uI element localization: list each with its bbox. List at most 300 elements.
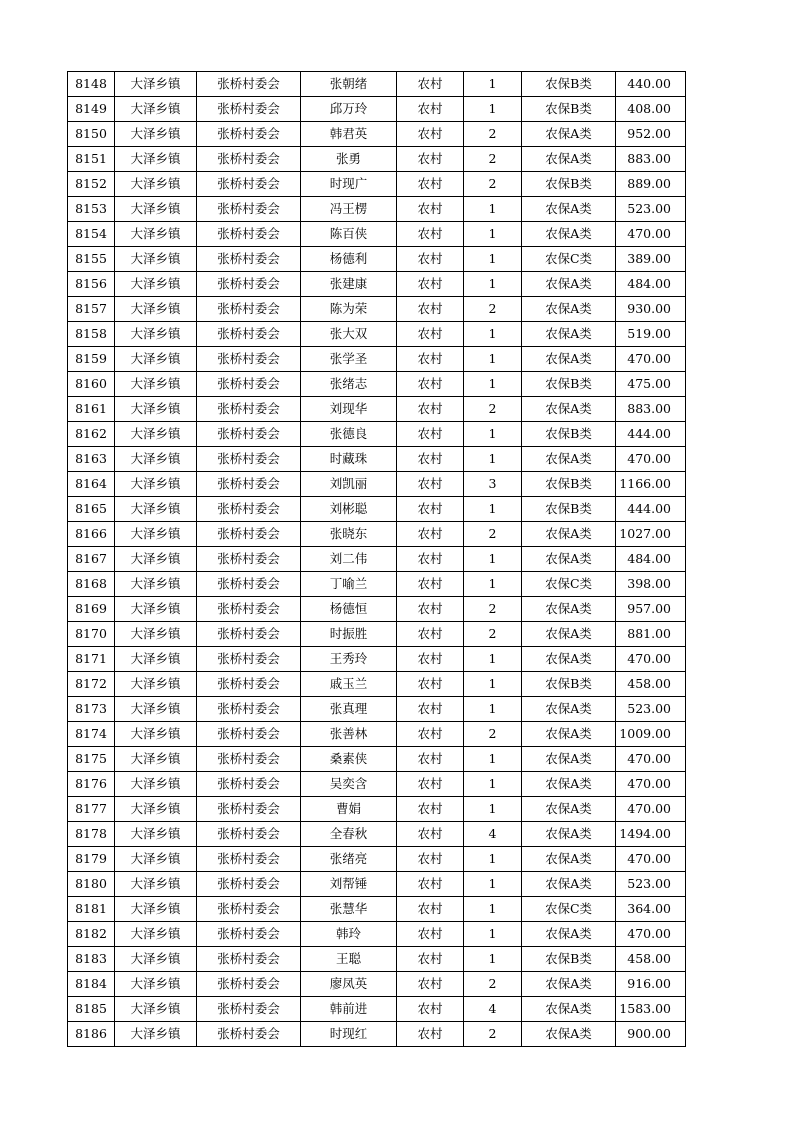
town-cell: 大泽乡镇	[115, 97, 197, 122]
household-count-cell: 2	[464, 297, 522, 322]
row-id-cell: 8179	[68, 847, 115, 872]
name-cell: 刘二伟	[301, 547, 397, 572]
village-cell: 张桥村委会	[197, 247, 301, 272]
table-row	[68, 397, 686, 422]
insurance-class-cell: 农保A类	[522, 397, 616, 422]
name-cell: 韩玲	[301, 922, 397, 947]
area-type-cell: 农村	[397, 447, 464, 472]
area-type-cell: 农村	[397, 897, 464, 922]
name-cell: 张学圣	[301, 347, 397, 372]
insurance-class-cell: 农保A类	[522, 347, 616, 372]
amount-cell: 484.00	[616, 547, 686, 572]
name-cell: 韩君英	[301, 122, 397, 147]
village-cell: 张桥村委会	[197, 322, 301, 347]
household-count-cell: 1	[464, 847, 522, 872]
insurance-class-cell: 农保A类	[522, 197, 616, 222]
row-id-cell: 8156	[68, 272, 115, 297]
village-cell: 张桥村委会	[197, 522, 301, 547]
table-row	[68, 797, 686, 822]
village-cell: 张桥村委会	[197, 497, 301, 522]
amount-cell: 458.00	[616, 947, 686, 972]
amount-cell: 470.00	[616, 922, 686, 947]
household-count-cell: 1	[464, 72, 522, 97]
area-type-cell: 农村	[397, 197, 464, 222]
household-count-cell: 1	[464, 222, 522, 247]
row-id-cell: 8185	[68, 997, 115, 1022]
household-count-cell: 1	[464, 647, 522, 672]
row-id-cell: 8154	[68, 222, 115, 247]
town-cell: 大泽乡镇	[115, 922, 197, 947]
town-cell: 大泽乡镇	[115, 822, 197, 847]
insurance-class-cell: 农保B类	[522, 672, 616, 697]
row-id-cell: 8165	[68, 497, 115, 522]
insurance-class-cell: 农保A类	[522, 622, 616, 647]
village-cell: 张桥村委会	[197, 772, 301, 797]
insurance-class-cell: 农保B类	[522, 172, 616, 197]
table-row	[68, 897, 686, 922]
row-id-cell: 8183	[68, 947, 115, 972]
name-cell: 曹娟	[301, 797, 397, 822]
town-cell: 大泽乡镇	[115, 572, 197, 597]
area-type-cell: 农村	[397, 472, 464, 497]
town-cell: 大泽乡镇	[115, 322, 197, 347]
household-count-cell: 2	[464, 972, 522, 997]
row-id-cell: 8160	[68, 372, 115, 397]
table-row	[68, 822, 686, 847]
name-cell: 桑素侠	[301, 747, 397, 772]
amount-cell: 1009.00	[616, 722, 686, 747]
insurance-class-cell: 农保C类	[522, 897, 616, 922]
area-type-cell: 农村	[397, 522, 464, 547]
amount-cell: 484.00	[616, 272, 686, 297]
area-type-cell: 农村	[397, 172, 464, 197]
amount-cell: 389.00	[616, 247, 686, 272]
household-count-cell: 1	[464, 247, 522, 272]
area-type-cell: 农村	[397, 122, 464, 147]
table-row	[68, 697, 686, 722]
row-id-cell: 8184	[68, 972, 115, 997]
town-cell: 大泽乡镇	[115, 247, 197, 272]
insurance-class-cell: 农保B类	[522, 97, 616, 122]
name-cell: 王聪	[301, 947, 397, 972]
amount-cell: 470.00	[616, 347, 686, 372]
area-type-cell: 农村	[397, 222, 464, 247]
row-id-cell: 8162	[68, 422, 115, 447]
town-cell: 大泽乡镇	[115, 997, 197, 1022]
village-cell: 张桥村委会	[197, 72, 301, 97]
insurance-class-cell: 农保B类	[522, 72, 616, 97]
insurance-class-cell: 农保A类	[522, 547, 616, 572]
table-row	[68, 497, 686, 522]
amount-cell: 475.00	[616, 372, 686, 397]
household-count-cell: 2	[464, 147, 522, 172]
village-cell: 张桥村委会	[197, 597, 301, 622]
table-row	[68, 597, 686, 622]
amount-cell: 957.00	[616, 597, 686, 622]
table-row	[68, 72, 686, 97]
village-cell: 张桥村委会	[197, 572, 301, 597]
amount-cell: 364.00	[616, 897, 686, 922]
name-cell: 张善林	[301, 722, 397, 747]
town-cell: 大泽乡镇	[115, 447, 197, 472]
name-cell: 廖凤英	[301, 972, 397, 997]
name-cell: 杨德利	[301, 247, 397, 272]
row-id-cell: 8152	[68, 172, 115, 197]
area-type-cell: 农村	[397, 347, 464, 372]
amount-cell: 1494.00	[616, 822, 686, 847]
row-id-cell: 8161	[68, 397, 115, 422]
household-count-cell: 1	[464, 272, 522, 297]
row-id-cell: 8181	[68, 897, 115, 922]
amount-cell: 883.00	[616, 147, 686, 172]
village-cell: 张桥村委会	[197, 722, 301, 747]
insurance-class-cell: 农保A类	[522, 322, 616, 347]
area-type-cell: 农村	[397, 1022, 464, 1047]
household-count-cell: 2	[464, 722, 522, 747]
insurance-class-cell: 农保C类	[522, 572, 616, 597]
household-count-cell: 3	[464, 472, 522, 497]
table-body	[68, 72, 686, 1047]
area-type-cell: 农村	[397, 697, 464, 722]
village-cell: 张桥村委会	[197, 972, 301, 997]
household-count-cell: 2	[464, 397, 522, 422]
village-cell: 张桥村委会	[197, 947, 301, 972]
town-cell: 大泽乡镇	[115, 297, 197, 322]
village-cell: 张桥村委会	[197, 97, 301, 122]
area-type-cell: 农村	[397, 822, 464, 847]
table-row	[68, 997, 686, 1022]
area-type-cell: 农村	[397, 847, 464, 872]
table-row	[68, 147, 686, 172]
village-cell: 张桥村委会	[197, 297, 301, 322]
village-cell: 张桥村委会	[197, 147, 301, 172]
village-cell: 张桥村委会	[197, 622, 301, 647]
name-cell: 刘凯丽	[301, 472, 397, 497]
row-id-cell: 8182	[68, 922, 115, 947]
amount-cell: 440.00	[616, 72, 686, 97]
row-id-cell: 8172	[68, 672, 115, 697]
amount-cell: 523.00	[616, 697, 686, 722]
row-id-cell: 8186	[68, 1022, 115, 1047]
town-cell: 大泽乡镇	[115, 222, 197, 247]
household-count-cell: 2	[464, 597, 522, 622]
town-cell: 大泽乡镇	[115, 347, 197, 372]
village-cell: 张桥村委会	[197, 922, 301, 947]
amount-cell: 444.00	[616, 422, 686, 447]
household-count-cell: 1	[464, 422, 522, 447]
household-count-cell: 2	[464, 1022, 522, 1047]
table-row	[68, 222, 686, 247]
insurance-class-cell: 农保A类	[522, 222, 616, 247]
insurance-class-cell: 农保A类	[522, 122, 616, 147]
household-count-cell: 1	[464, 347, 522, 372]
insurance-class-cell: 农保B类	[522, 947, 616, 972]
village-cell: 张桥村委会	[197, 672, 301, 697]
name-cell: 王秀玲	[301, 647, 397, 672]
name-cell: 全春秋	[301, 822, 397, 847]
village-cell: 张桥村委会	[197, 1022, 301, 1047]
area-type-cell: 农村	[397, 797, 464, 822]
insurance-class-cell: 农保C类	[522, 247, 616, 272]
table-row	[68, 472, 686, 497]
insurance-class-cell: 农保B类	[522, 497, 616, 522]
insurance-class-cell: 农保B类	[522, 422, 616, 447]
insurance-class-cell: 农保A类	[522, 447, 616, 472]
insurance-class-cell: 农保A类	[522, 972, 616, 997]
insurance-class-cell: 农保A类	[522, 297, 616, 322]
town-cell: 大泽乡镇	[115, 872, 197, 897]
insurance-class-cell: 农保A类	[522, 847, 616, 872]
insurance-class-cell: 农保A类	[522, 822, 616, 847]
row-id-cell: 8148	[68, 72, 115, 97]
insurance-class-cell: 农保A类	[522, 797, 616, 822]
area-type-cell: 农村	[397, 972, 464, 997]
amount-cell: 930.00	[616, 297, 686, 322]
row-id-cell: 8153	[68, 197, 115, 222]
table-row	[68, 672, 686, 697]
insurance-class-cell: 农保A类	[522, 772, 616, 797]
row-id-cell: 8173	[68, 697, 115, 722]
row-id-cell: 8158	[68, 322, 115, 347]
table-row	[68, 972, 686, 997]
table-row	[68, 347, 686, 372]
table-row	[68, 297, 686, 322]
area-type-cell: 农村	[397, 322, 464, 347]
area-type-cell: 农村	[397, 147, 464, 172]
household-count-cell: 1	[464, 372, 522, 397]
village-cell: 张桥村委会	[197, 447, 301, 472]
village-cell: 张桥村委会	[197, 472, 301, 497]
village-cell: 张桥村委会	[197, 647, 301, 672]
name-cell: 冯王楞	[301, 197, 397, 222]
household-count-cell: 2	[464, 122, 522, 147]
insurance-class-cell: 农保A类	[522, 147, 616, 172]
town-cell: 大泽乡镇	[115, 672, 197, 697]
amount-cell: 398.00	[616, 572, 686, 597]
name-cell: 张建康	[301, 272, 397, 297]
area-type-cell: 农村	[397, 722, 464, 747]
row-id-cell: 8149	[68, 97, 115, 122]
table-row	[68, 522, 686, 547]
household-count-cell: 1	[464, 872, 522, 897]
row-id-cell: 8150	[68, 122, 115, 147]
insurance-class-cell: 农保B类	[522, 372, 616, 397]
household-count-cell: 1	[464, 197, 522, 222]
amount-cell: 519.00	[616, 322, 686, 347]
household-count-cell: 1	[464, 747, 522, 772]
name-cell: 刘彬聪	[301, 497, 397, 522]
amount-cell: 470.00	[616, 772, 686, 797]
area-type-cell: 农村	[397, 647, 464, 672]
area-type-cell: 农村	[397, 622, 464, 647]
town-cell: 大泽乡镇	[115, 397, 197, 422]
village-cell: 张桥村委会	[197, 747, 301, 772]
household-count-cell: 1	[464, 497, 522, 522]
name-cell: 张大双	[301, 322, 397, 347]
table-row	[68, 872, 686, 897]
village-cell: 张桥村委会	[197, 697, 301, 722]
village-cell: 张桥村委会	[197, 872, 301, 897]
area-type-cell: 农村	[397, 97, 464, 122]
town-cell: 大泽乡镇	[115, 772, 197, 797]
village-cell: 张桥村委会	[197, 847, 301, 872]
household-count-cell: 1	[464, 922, 522, 947]
area-type-cell: 农村	[397, 947, 464, 972]
household-count-cell: 2	[464, 622, 522, 647]
town-cell: 大泽乡镇	[115, 722, 197, 747]
village-cell: 张桥村委会	[197, 397, 301, 422]
town-cell: 大泽乡镇	[115, 847, 197, 872]
area-type-cell: 农村	[397, 572, 464, 597]
table-row	[68, 947, 686, 972]
area-type-cell: 农村	[397, 397, 464, 422]
amount-cell: 408.00	[616, 97, 686, 122]
row-id-cell: 8180	[68, 872, 115, 897]
town-cell: 大泽乡镇	[115, 197, 197, 222]
town-cell: 大泽乡镇	[115, 497, 197, 522]
town-cell: 大泽乡镇	[115, 72, 197, 97]
household-count-cell: 4	[464, 997, 522, 1022]
area-type-cell: 农村	[397, 672, 464, 697]
area-type-cell: 农村	[397, 297, 464, 322]
row-id-cell: 8155	[68, 247, 115, 272]
table-row	[68, 247, 686, 272]
town-cell: 大泽乡镇	[115, 122, 197, 147]
village-cell: 张桥村委会	[197, 197, 301, 222]
row-id-cell: 8164	[68, 472, 115, 497]
town-cell: 大泽乡镇	[115, 697, 197, 722]
name-cell: 张德良	[301, 422, 397, 447]
household-count-cell: 1	[464, 572, 522, 597]
insurance-class-cell: 农保A类	[522, 997, 616, 1022]
insurance-class-cell: 农保A类	[522, 872, 616, 897]
town-cell: 大泽乡镇	[115, 972, 197, 997]
table-row	[68, 747, 686, 772]
table-row	[68, 772, 686, 797]
household-count-cell: 1	[464, 547, 522, 572]
area-type-cell: 农村	[397, 747, 464, 772]
town-cell: 大泽乡镇	[115, 622, 197, 647]
insurance-class-cell: 农保A类	[522, 697, 616, 722]
household-count-cell: 1	[464, 672, 522, 697]
area-type-cell: 农村	[397, 497, 464, 522]
village-cell: 张桥村委会	[197, 822, 301, 847]
name-cell: 张朝绪	[301, 72, 397, 97]
row-id-cell: 8157	[68, 297, 115, 322]
household-count-cell: 1	[464, 797, 522, 822]
insurance-class-cell: 农保A类	[522, 1022, 616, 1047]
area-type-cell: 农村	[397, 772, 464, 797]
row-id-cell: 8163	[68, 447, 115, 472]
row-id-cell: 8166	[68, 522, 115, 547]
name-cell: 张真理	[301, 697, 397, 722]
amount-cell: 900.00	[616, 1022, 686, 1047]
household-count-cell: 1	[464, 947, 522, 972]
row-id-cell: 8171	[68, 647, 115, 672]
name-cell: 韩前进	[301, 997, 397, 1022]
row-id-cell: 8167	[68, 547, 115, 572]
name-cell: 张绪志	[301, 372, 397, 397]
town-cell: 大泽乡镇	[115, 147, 197, 172]
town-cell: 大泽乡镇	[115, 597, 197, 622]
table-row	[68, 322, 686, 347]
name-cell: 时现红	[301, 1022, 397, 1047]
village-cell: 张桥村委会	[197, 347, 301, 372]
household-count-cell: 2	[464, 172, 522, 197]
amount-cell: 881.00	[616, 622, 686, 647]
amount-cell: 470.00	[616, 847, 686, 872]
area-type-cell: 农村	[397, 422, 464, 447]
row-id-cell: 8170	[68, 622, 115, 647]
table-row	[68, 372, 686, 397]
table-row	[68, 197, 686, 222]
name-cell: 陈为荣	[301, 297, 397, 322]
town-cell: 大泽乡镇	[115, 472, 197, 497]
area-type-cell: 农村	[397, 547, 464, 572]
amount-cell: 916.00	[616, 972, 686, 997]
town-cell: 大泽乡镇	[115, 172, 197, 197]
amount-cell: 523.00	[616, 872, 686, 897]
insurance-class-cell: 农保A类	[522, 597, 616, 622]
town-cell: 大泽乡镇	[115, 797, 197, 822]
household-count-cell: 4	[464, 822, 522, 847]
amount-cell: 470.00	[616, 747, 686, 772]
area-type-cell: 农村	[397, 72, 464, 97]
table-row	[68, 922, 686, 947]
name-cell: 张勇	[301, 147, 397, 172]
name-cell: 张绪亮	[301, 847, 397, 872]
name-cell: 张慧华	[301, 897, 397, 922]
town-cell: 大泽乡镇	[115, 747, 197, 772]
area-type-cell: 农村	[397, 597, 464, 622]
household-count-cell: 1	[464, 897, 522, 922]
village-cell: 张桥村委会	[197, 897, 301, 922]
name-cell: 时振胜	[301, 622, 397, 647]
row-id-cell: 8159	[68, 347, 115, 372]
town-cell: 大泽乡镇	[115, 897, 197, 922]
row-id-cell: 8168	[68, 572, 115, 597]
village-cell: 张桥村委会	[197, 422, 301, 447]
amount-cell: 1027.00	[616, 522, 686, 547]
town-cell: 大泽乡镇	[115, 372, 197, 397]
insurance-class-cell: 农保A类	[522, 647, 616, 672]
table-row	[68, 1022, 686, 1047]
area-type-cell: 农村	[397, 372, 464, 397]
household-count-cell: 1	[464, 697, 522, 722]
table-row	[68, 847, 686, 872]
name-cell: 吴奕含	[301, 772, 397, 797]
household-count-cell: 1	[464, 97, 522, 122]
name-cell: 张晓东	[301, 522, 397, 547]
amount-cell: 523.00	[616, 197, 686, 222]
town-cell: 大泽乡镇	[115, 422, 197, 447]
town-cell: 大泽乡镇	[115, 647, 197, 672]
area-type-cell: 农村	[397, 272, 464, 297]
table-row	[68, 547, 686, 572]
table-row	[68, 622, 686, 647]
insurance-class-cell: 农保A类	[522, 522, 616, 547]
amount-cell: 458.00	[616, 672, 686, 697]
village-cell: 张桥村委会	[197, 547, 301, 572]
village-cell: 张桥村委会	[197, 172, 301, 197]
name-cell: 邱万玲	[301, 97, 397, 122]
insurance-class-cell: 农保A类	[522, 272, 616, 297]
household-count-cell: 1	[464, 322, 522, 347]
table-row	[68, 422, 686, 447]
amount-cell: 952.00	[616, 122, 686, 147]
village-cell: 张桥村委会	[197, 797, 301, 822]
town-cell: 大泽乡镇	[115, 547, 197, 572]
